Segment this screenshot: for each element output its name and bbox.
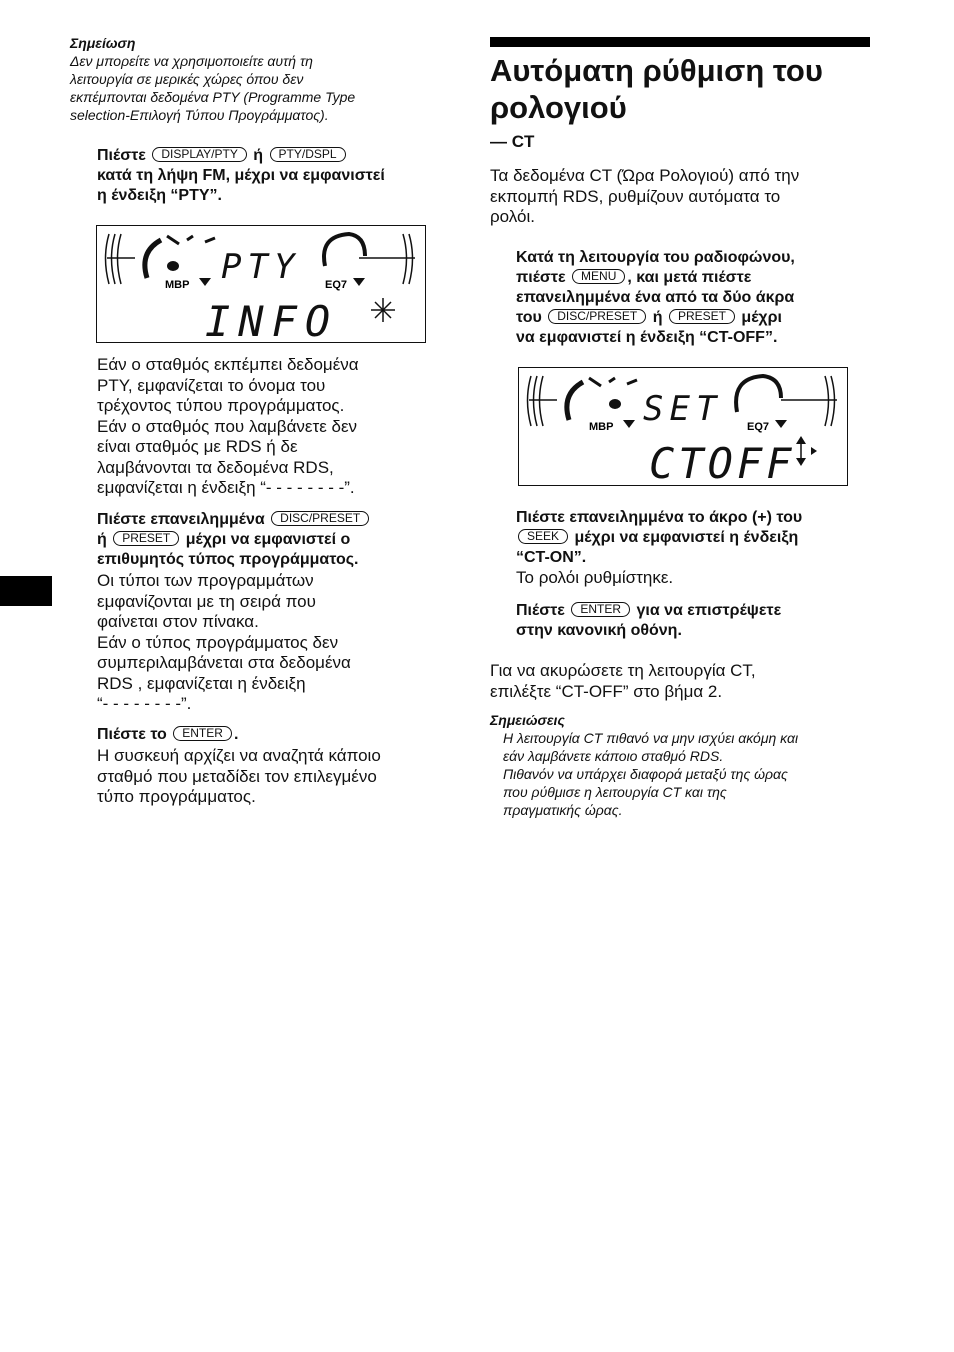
- right-intro: Τα δεδομένα CT (Ώρα Ρολογιού) από την εκπομπή RDS, ρυθμίζουν αυτόματα το ρολόι.: [490, 166, 800, 226]
- lcd-bottom-text: INFO: [205, 297, 339, 342]
- enter-key: ENTER: [173, 726, 232, 741]
- lcd-display-pty: [96, 225, 426, 343]
- preset-key: PRESET: [669, 309, 735, 324]
- lcd-bars-left: [528, 376, 558, 426]
- left-step-2: Πιέστε επανειλημμένα DISC/PRESET ή PRESET μέχρι να εμφανιστεί ο επιθυμητός τύπος προγράμματος.: [97, 510, 477, 570]
- preset-key: PRESET: [113, 531, 179, 546]
- note-title: Σημείωση: [70, 35, 136, 51]
- lcd-right-arc: [736, 376, 781, 412]
- lcd-dot: [609, 399, 621, 409]
- page-subtitle: — CT: [490, 132, 535, 151]
- lcd-top-text: PTY: [221, 247, 301, 287]
- menu-key: MENU: [572, 269, 625, 284]
- lcd-mbp-label: MBP: [589, 421, 614, 433]
- right-step-2: Πιέστε επανειλημμένα το άκρο (+) του SEEK μέχρι να εμφανιστεί η ένδειξη “CT-ON”.: [516, 509, 803, 566]
- lcd-blink-icon: [371, 298, 395, 322]
- right-step-2-result: Το ρολόι ρυθμίστηκε.: [516, 568, 674, 587]
- pty-dspl-key: PTY/DSPL: [270, 147, 346, 162]
- lcd-mbp-arrow: [623, 420, 635, 428]
- lcd-right-arc: [324, 234, 365, 266]
- lcd-left-arc: [145, 240, 161, 278]
- section-tab-marker: [0, 576, 52, 606]
- disc-preset-key: DISC/PRESET: [548, 309, 646, 324]
- enter-key: ENTER: [571, 602, 630, 617]
- lcd-mbp-label: MBP: [165, 279, 190, 291]
- disc-preset-key: DISC/PRESET: [271, 511, 369, 526]
- notes-title: Σημειώσεις: [490, 712, 565, 728]
- lcd-bars-left: [106, 234, 136, 284]
- heading-rule: [490, 37, 870, 47]
- right-step-3: Πιέστε ENTER για να επιστρέψετε στην κανονική οθόνη.: [516, 602, 782, 639]
- left-paragraph-1: Εάν ο σταθμός εκπέμπει δεδομένα PTY, εμφανίζεται το όνομα του τρέχοντος τύπου προγράμματος. Εάν ο σταθμός που λαμβάνετε δεν είναι σταθμός με RDS ή δε λαμβάνονται τα δεδομένα RDS, εμφανίζεται η ένδειξη “- - - - - - - -”.: [97, 355, 359, 497]
- lcd-graphic: [97, 226, 425, 342]
- lcd-top-text: SET: [643, 389, 723, 429]
- lcd-display-ct: [518, 367, 848, 486]
- lcd-eq-arrow: [353, 278, 365, 286]
- lcd-segment-marks: [167, 236, 215, 244]
- display-pty-key: DISPLAY/PTY: [152, 147, 246, 162]
- lcd-dot: [167, 261, 179, 271]
- lcd-graphic: [519, 368, 847, 485]
- lcd-updown-arrows-icon: [796, 436, 817, 466]
- right-step-1: Κατά τη λειτουργία του ραδιοφώνου, πιέστε MENU , και μετά πιέστε επανειλημμένα ένα από τα δύο άκρα του DISC/PRESET ή PRESET μέχρι να εμφανιστεί η ένδειξη “CT-OFF”.: [516, 249, 795, 346]
- right-cancel-text: Για να ακυρώσετε τη λειτουργία CT, επιλέξτε “CT-OFF” στο βήμα 2.: [490, 661, 756, 701]
- lcd-eq-arrow: [775, 420, 787, 428]
- lcd-bars-right: [359, 234, 415, 284]
- page-title: Αυτόματη ρύθμιση του ρολογιού: [490, 53, 823, 125]
- lcd-left-arc: [567, 382, 583, 420]
- left-paragraph-2: Οι τύποι των προγραμμάτων εμφανίζονται με τη σειρά που φαίνεται στον πίνακα. Εάν ο τύπος προγράμματος δεν συμπεριλαμβάνεται στα δεδομένα RDS , εμφανίζεται η ένδειξη “- - - - - - - -”.: [97, 571, 351, 713]
- left-step-1: Πιέστε DISPLAY/PTY ή PTY/DSPL κατά τη λήψη FM, μέχρι να εμφανιστεί η ένδειξη “PTY”.: [97, 147, 385, 204]
- notes-text: Η λειτουργία CT πιθανό να μην ισχύει ακόμη και εάν λαμβάνετε κάποιο σταθμό RDS. Πιθανόν να υπάρχει διαφορά μεταξύ της ώρας που ρύθμισε η λειτουργία CT και της πραγματικής ώρας.: [503, 730, 799, 818]
- note-text: Δεν μπορείτε να χρησιμοποιείτε αυτή τη λειτουργία σε μερικές χώρες όπου δεν εκπέμπονται δεδομένα PTY (Programme Type selection-Επιλογή Τύπου Προγράμματος).: [70, 53, 356, 123]
- lcd-mbp-arrow: [199, 278, 211, 286]
- lcd-segment-marks: [589, 378, 637, 386]
- lcd-bars-right: [781, 376, 837, 426]
- lcd-eq-label: EQ7: [747, 421, 770, 433]
- lcd-eq-label: EQ7: [325, 279, 348, 291]
- left-step-3: Πιέστε το ENTER .: [97, 726, 239, 743]
- lcd-bottom-text: CTOFF: [649, 439, 796, 485]
- seek-key: SEEK: [518, 529, 568, 544]
- left-paragraph-3: Η συσκευή αρχίζει να αναζητά κάποιο σταθμό που μεταδίδει τον επιλεγμένο τύπο προγράμματος.: [97, 746, 381, 806]
